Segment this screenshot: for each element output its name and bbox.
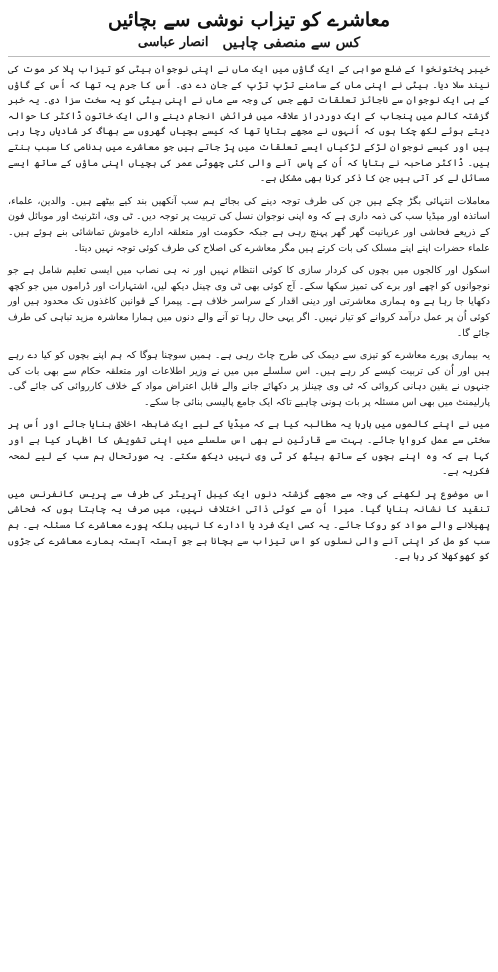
article-headline: معاشرے کو تیزاب نوشی سے بچائیں xyxy=(107,9,390,31)
divider xyxy=(8,56,490,57)
article-paragraph: خیبر پختونخوا کے ضلع صوابی کے ایک گاؤں میں ایک ماں نے اپنی نوجوان بیٹی کو تیزاب پلا کر موت کی نیند سلا دیا۔ بیٹی نے اپنی ماں کے سامنے تڑپ تڑپ کے جان دے دی۔ اُس کا جرم یہ تھا کہ اُس کے گاؤں کے ہی ایک نوجوان سے ناجائز تعلقات تھے جس کی وجہ سے ماں نے اپنی بیٹی کو یہ سخت سزا دی۔ یہ خبر گزشتہ کالم میں پنجاب کے ایک دوردراز علاقہ میں فرائض انجام دینے والی ایک خاتون ڈاکٹر کا حوالہ دیتے ہوئے لکھ چکا ہوں کہ اُنہوں نے مجھے بتایا تھا کہ کیسے بچیاں گھروں سے بھاگ کر شادیاں رچا رہی ہیں اور کیسے نوجوان لڑکے لڑکیاں ایسے تعلقات میں پڑ جاتے ہیں جو معاشرے میں بدنامی کا سبب بنتے ہیں۔ ڈاکٹر صاحبہ نے بتایا کہ اُن کے پاس آنے والی کئی چھوٹی عمر کی بچیاں اپنی ماؤں کے ساتھ ایسے مسائل لے کر آتی ہیں جن کا ذکر کرنا بھی مشکل ہے۔ xyxy=(8,64,490,185)
article-author: انصار عباسی xyxy=(137,35,209,50)
article-body xyxy=(8,62,490,565)
article-paragraph: اس موضوع پر لکھنے کی وجہ سے مجھے گزشتہ دنوں ایک کیبل آپریٹر کی طرف سے پریس کانفرنس میں تنقید کا نشانہ بنایا گیا۔ میرا اُن سے کوئی ذاتی اختلاف نہیں، میں صرف یہ چاہتا ہوں کہ فحاشی پھیلانے والے مواد کو روکا جائے۔ یہ کسی ایک فرد یا ادارے کا نہیں بلکہ پورے معاشرے کا مسئلہ ہے۔ ہم سب کو مل کر اپنی آنے والی نسلوں کو اس تیزاب سے بچانا ہے جو آہستہ آہستہ ہمارے معاشرے کی جڑوں کو کھوکھلا کر رہا ہے۔ xyxy=(8,488,490,563)
article-tagline: کس سے منصفی چاہیں xyxy=(222,35,361,51)
article-paragraph: یہ بیماری پورے معاشرے کو تیزی سے دیمک کی طرح چاٹ رہی ہے۔ ہمیں سوچنا ہوگا کہ ہم اپنے بچوں کو کیا دے رہے ہیں اور اُن کی تربیت کیسے کر رہے ہیں۔ اس سلسلے میں میں نے وزیر اطلاعات اور متعلقہ حکام سے بھی بات کی جنہوں نے یقین دہانی کروائی کہ ٹی وی چینلز پر دکھائے جانے والے قابل اعتراض مواد کے خلاف کارروائی کی جائے گی۔ پارلیمنٹ میں بھی اس مسئلہ پر بات ہونی چاہیے تاکہ ایک جامع پالیسی بنائی جا سکے۔ xyxy=(8,350,490,408)
byline-row xyxy=(8,34,490,52)
article-paragraph: میں نے اپنے کالموں میں بارہا یہ مطالبہ کیا ہے کہ میڈیا کے لیے ایک ضابطہ اخلاق بنایا جائے اور اُس پر سختی سے عمل کروایا جائے۔ بہت سے قارئین نے بھی اس سلسلے میں اپنی تشویش کا اظہار کیا ہے اور کہا ہے کہ وہ اپنے بچوں کے ساتھ بیٹھ کر ٹی وی نہیں دیکھ سکتے۔ یہ صورتحال ہم سب کے لیے لمحہ فکریہ ہے۔ xyxy=(8,419,490,478)
article-paragraph: اسکول اور کالجوں میں بچوں کی کردار سازی کا کوئی انتظام نہیں اور نہ ہی نصاب میں ایسی تعلیم شامل ہے جو نوجوانوں کو اچھے اور برے کی تمیز سکھا سکے۔ آج کوئی بھی ٹی وی چینل دیکھ لیں، اشتہارات اور ڈراموں میں جو کچھ دکھایا جا رہا ہے وہ ہماری معاشرتی اور دینی اقدار کے سراسر خلاف ہے۔ پیمرا کے قوانین کاغذوں تک محدود ہیں اور کوئی اُن پر عمل درآمد کروانے کو تیار نہیں۔ اگر یہی حال رہا تو آنے والے دنوں میں ہمارا معاشرہ مزید تباہی کی طرف جائے گا۔ xyxy=(8,265,490,339)
article-paragraph: معاملات انتہائی بگڑ چکے ہیں جن کی طرف توجہ دینے کی بجائے ہم سب آنکھیں بند کیے بیٹھے ہیں۔ والدین، علماء، اساتذہ اور میڈیا سب کی ذمہ داری ہے کہ وہ اپنی نوجوان نسل کی تربیت پر توجہ دیں۔ ٹی وی، انٹرنیٹ اور موبائل فون کے ذریعے فحاشی اور عریانیت گھر گھر پہنچ رہی ہے جبکہ حکومت اور متعلقہ ادارے خاموش تماشائی بنے ہوئے ہیں۔ علماء حضرات اپنے اپنے مسلک کی بات کرتے ہیں مگر معاشرے کی اصلاح کی طرف کوئی توجہ نہیں دیتا۔ xyxy=(8,195,490,254)
